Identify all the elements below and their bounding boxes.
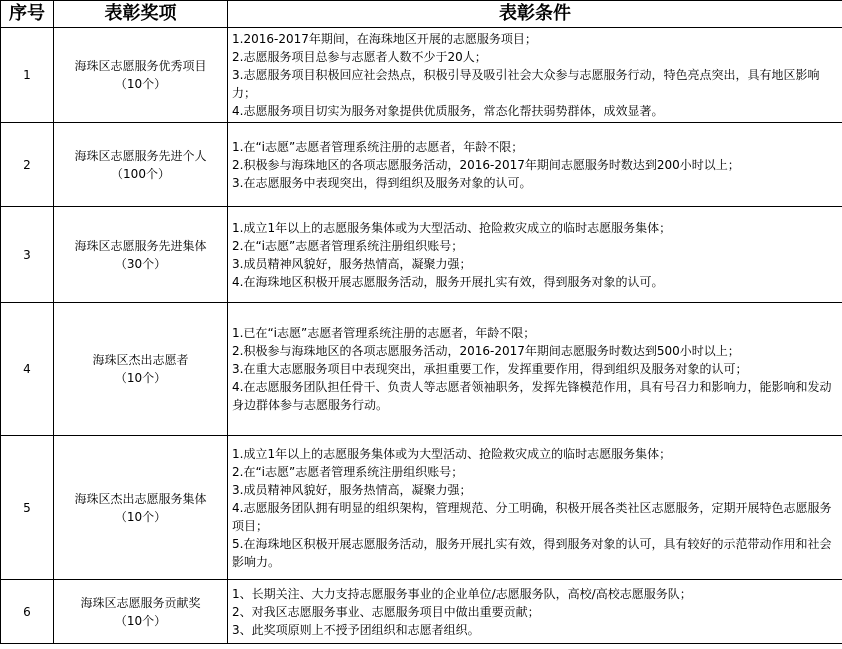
award-count: （30个） xyxy=(114,256,167,271)
condition-item: 4.志愿服务项目切实为服务对象提供优质服务，常态化帮扶弱势群体，成效显著。 xyxy=(232,104,664,118)
condition-item: 1.已在“i志愿”志愿者管理系统注册的志愿者，年龄不限； xyxy=(232,326,536,340)
condition-item: 3.在重大志愿服务项目中表现突出，承担重要工作，发挥重要作用，得到组织及服务对象的认可； xyxy=(232,362,748,376)
condition-item: 3.成员精神风貌好，服务热情高，凝聚力强； xyxy=(232,256,472,271)
condition-item: 3.志愿服务项目积极回应社会热点，积极引导及吸引社会大众参与志愿服务行动，特色亮点突出，具有地区影响力； xyxy=(232,68,820,100)
condition-item: 1.成立1年以上的志愿服务集体或为大型活动、抢险救灾成立的临时志愿服务集体； xyxy=(232,446,672,461)
header-serial: 序号 xyxy=(1,1,54,28)
award-cell xyxy=(54,123,228,207)
table-row xyxy=(1,436,842,580)
conditions-cell xyxy=(228,123,842,207)
condition-item: 1.在“i志愿”志愿者管理系统注册的志愿者，年龄不限； xyxy=(232,139,524,154)
header-conditions: 表彰条件 xyxy=(228,1,842,28)
award-count: （10个） xyxy=(114,371,167,385)
table-row xyxy=(1,207,842,303)
condition-item: 1、长期关注、大力支持志愿服务事业的企业单位/志愿服务队，高校/高校志愿服务队； xyxy=(232,586,692,601)
table-row xyxy=(1,28,842,123)
award-name: 海珠区杰出志愿服务集体 xyxy=(74,491,207,506)
conditions-cell xyxy=(228,436,842,580)
award-name: 海珠区杰出志愿者 xyxy=(92,353,189,367)
award-count: （100个） xyxy=(111,166,170,181)
award-cell xyxy=(54,436,228,580)
conditions-cell xyxy=(228,207,842,303)
award-cell xyxy=(54,580,228,644)
condition-item: 2.志愿服务项目总参与志愿者人数不少于20人； xyxy=(232,50,487,64)
header-row xyxy=(1,1,842,28)
row-number: 4 xyxy=(1,303,54,436)
table-row xyxy=(1,580,842,644)
condition-item: 4.志愿服务团队拥有明显的组织架构，管理规范、分工明确，积极开展各类社区志愿服务，定期开展特色志愿服务项目； xyxy=(232,500,832,533)
conditions-cell xyxy=(228,28,842,123)
condition-item: 1.2016-2017年期间，在海珠地区开展的志愿服务项目； xyxy=(232,32,537,46)
header-award: 表彰奖项 xyxy=(54,1,228,28)
table-row xyxy=(1,303,842,436)
table-row xyxy=(1,123,842,207)
condition-item: 2.积极参与海珠地区的各项志愿服务活动，2016-2017年期间志愿服务时数达到500小时以上； xyxy=(232,344,740,358)
condition-item: 3、此奖项原则上不授予团组织和志愿者组织。 xyxy=(232,622,480,637)
row-number: 6 xyxy=(1,580,54,644)
award-count: （10个） xyxy=(114,77,167,91)
condition-item: 1.成立1年以上的志愿服务集体或为大型活动、抢险救灾成立的临时志愿服务集体； xyxy=(232,220,672,235)
row-number: 1 xyxy=(1,28,54,123)
award-count: （10个） xyxy=(114,613,167,628)
condition-item: 4.在海珠地区积极开展志愿服务活动，服务开展扎实有效，得到服务对象的认可。 xyxy=(232,274,664,289)
award-count: （10个） xyxy=(114,509,167,524)
row-number: 2 xyxy=(1,123,54,207)
award-name: 海珠区志愿服务优秀项目 xyxy=(74,59,207,73)
condition-item: 3.成员精神风貌好，服务热情高，凝聚力强； xyxy=(232,482,472,497)
award-cell xyxy=(54,207,228,303)
row-number: 3 xyxy=(1,207,54,303)
conditions-cell xyxy=(228,580,842,644)
condition-item: 2.在“i志愿”志愿者管理系统注册组织账号； xyxy=(232,238,464,253)
award-cell xyxy=(54,303,228,436)
condition-item: 3.在志愿服务中表现突出，得到组织及服务对象的认可。 xyxy=(232,175,532,190)
award-name: 海珠区志愿服务先进个人 xyxy=(74,148,207,163)
award-cell xyxy=(54,28,228,123)
award-name: 海珠区志愿服务先进集体 xyxy=(74,238,207,253)
condition-item: 4.在志愿服务团队担任骨干、负责人等志愿者领袖职务，发挥先锋模范作用，具有号召力和影响力，能影响和发动身边群体参与志愿服务行动。 xyxy=(232,380,832,412)
condition-item: 2.在“i志愿”志愿者管理系统注册组织账号； xyxy=(232,464,464,479)
condition-item: 2.积极参与海珠地区的各项志愿服务活动，2016-2017年期间志愿服务时数达到200小时以上； xyxy=(232,157,740,172)
conditions-cell xyxy=(228,303,842,436)
condition-item: 5.在海珠地区积极开展志愿服务活动，服务开展扎实有效，得到服务对象的认可，具有较好的示范带动作用和社会影响力。 xyxy=(232,536,832,569)
condition-item: 2、对我区志愿服务事业、志愿服务项目中做出重要贡献； xyxy=(232,604,540,619)
award-name: 海珠区志愿服务贡献奖 xyxy=(80,595,201,610)
row-number: 5 xyxy=(1,436,54,580)
